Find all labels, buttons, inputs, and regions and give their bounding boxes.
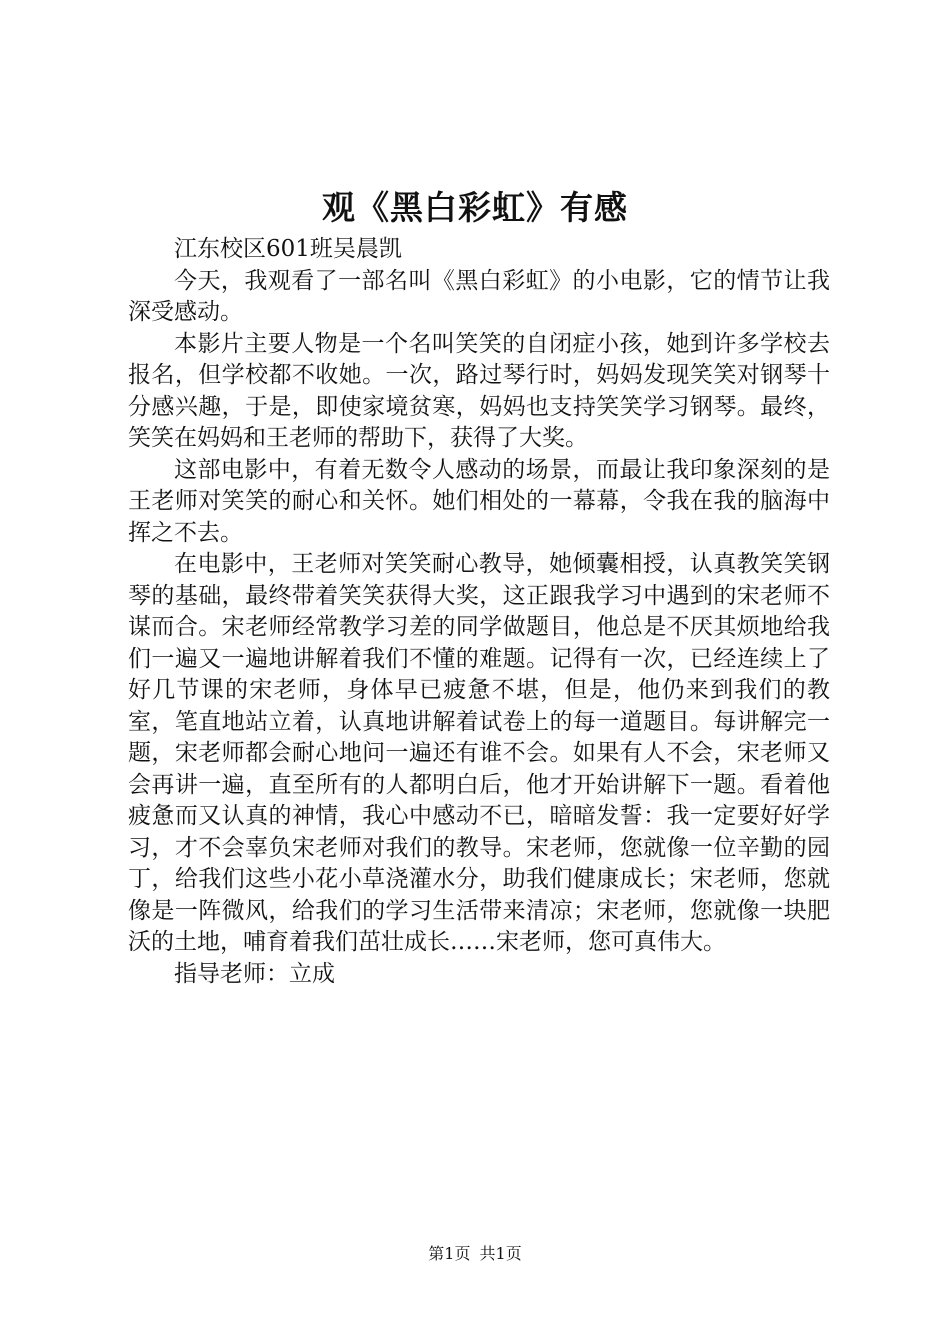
advisor-line: 指导老师：立成 [174, 960, 335, 987]
paragraph: 本影片主要人物是一个名叫笑笑的自闭症小孩，她到许多学校去报名，但学校都不收她。一次，路过琴行时，妈妈发现笑笑对钢琴十分感兴趣，于是，即使家境贫寒，妈妈也支持笑笑学习钢琴。最终，笑笑在妈妈和王老师的帮助下，获得了大奖。 [128, 330, 830, 451]
page-footer [0, 1243, 950, 1265]
page-total: 共1页 [479, 1244, 522, 1263]
document-body [128, 234, 830, 990]
paragraph: 这部电影中，有着无数令人感动的场景，而最让我印象深刻的是王老师对笑笑的耐心和关怀。她们相处的一幕幕，令我在我的脑海中挥之不去。 [128, 456, 830, 546]
byline: 江东校区601班吴晨凯 [174, 236, 402, 262]
page-number: 第1页 [428, 1244, 471, 1263]
document-title: 观《黑白彩虹》有感 [322, 188, 628, 227]
paragraph: 今天，我观看了一部名叫《黑白彩虹》的小电影，它的情节让我深受感动。 [128, 267, 830, 325]
paragraph: 在电影中，王老师对笑笑耐心教导，她倾囊相授，认真教笑笑钢琴的基础，最终带着笑笑获得大奖，这正跟我学习中遇到的宋老师不谋而合。宋老师经常教学习差的同学做题目，他总是不厌其烦地给我们一遍又一遍地讲解着我们不懂的难题。记得有一次，已经连续上了好几节课的宋老师，身体早已疲惫不堪，但是，他仍来到我们的教室，笔直地站立着，认真地讲解着试卷上的每一道题目。每讲解完一题，宋老师都会耐心地问一遍还有谁不会。如果有人不会，宋老师又会再讲一遍，直至所有的人都明白后，他才开始讲解下一题。看着他疲惫而又认真的神情，我心中感动不已，暗暗发誓：我一定要好好学习，才不会辜负宋老师对我们的教导。宋老师，您就像一位辛勤的园丁，给我们这些小花小草浇灌水分，助我们健康成长；宋老师，您就像是一阵微风，给我们的学习生活带来清凉；宋老师，您就像一块肥沃的土地，哺育着我们茁壮成长……宋老师，您可真伟大。 [128, 551, 830, 955]
